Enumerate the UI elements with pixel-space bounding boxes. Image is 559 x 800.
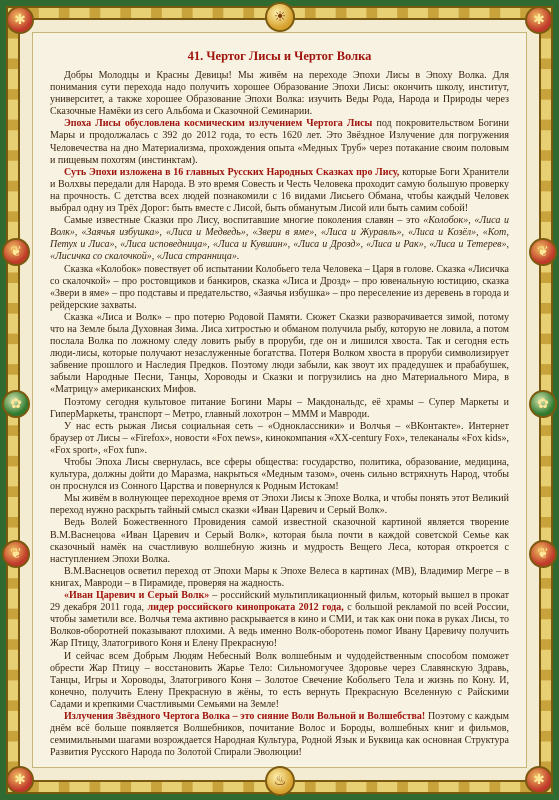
paragraph: Эпоха Лисы обусловлена космическим излучением Чертога Лисы под покровительством Богини Мары и продолжалась с 392 до 2012 года, то есть 1620 лет. Это Звёздное Излучение для погружения Человечества на дно Материализма, прохождения опыта «Медных Труб» через потакание своим половым и пищевым похотям (инстинктам). [50,118,509,166]
bird-medallion-icon: ❦ [529,238,557,266]
swastika-medallion-icon: ✱ [6,6,34,34]
paragraph: Самые известные Сказки про Лису, воспитавшие многие поколения славян – это «Колобок», «Лиса и Волк», «Заячья избушка», «Лиса и Медведь», «Звери в яме», «Лиса и Журавль», «Лиса и Козёл», «Кот, Петух и Лиса», «Лиса исповедница», «Лиса и Кувшин», «Лиса и Дрозд», «Лиса и Рак», «Лиса и Тетерев», «Лисичка со скалочкой», «Лиса странница». [50,215,509,263]
paragraph: Сказка «Лиса и Волк» – про потерю Родовой Памяти. Сюжет Сказки разворачивается зимой, потому что на Земле была Духовная Зима. Лиса хитростью и обманом получила рыбу, которую не ловила, а потом послала Волка по ложному следу ловить рыбу в проруби, где он и лишился хвоста. Так и сегодня есть люди-лисы, которые получают незаслуженные богатства. Потеря Волком хвоста в проруби символизирует забвение прошлого и Наследия Предков. Поэтому люди забыли, как звоут их прадедушек и прабабушек, забыли Народные Песни, Танцы, Хороводы и Сказки и погрузились на дно Материального Мира, в «Матрицу» американских Мифов. [50,311,509,396]
paragraph: Суть Эпохи изложена в 16 главных Русских Народных Сказках про Лису, которые Боги Хранители и Волхвы передали для Народа. В это время Совесть и Честь Человека проходит самую большую проверку на прочность. С детства всех людей познакомили с 16 видами Лисьего Обмана, чтобы каждый Человек выбрал одну из Трёх Дорог: быть вместе с Лисой, быть обманутым Лисой или быть самим собой! [50,166,509,215]
highlight-text: Суть Эпохи изложена в 16 главных Русских Народных Сказках про Лису, [64,166,400,178]
paragraph: Поэтому сегодня культовое питание Богини Мары – Макдональдс, её храмы – Супер Маркеты и ГиперМаркеты, транспорт – Метро, главный лохотрон – МММ и Мавроди. [50,396,509,420]
swastika-medallion-icon: ✱ [6,766,34,794]
highlight-text: Излучения Звёздного Чертога Волка – это сияние Воли Вольной и Волшебства! [64,710,426,722]
bird-medallion-icon: ❦ [529,540,557,568]
paragraph: В.М.Васнецов осветил переход от Эпохи Мары к Эпохе Велеса в картинах (МВ), Владимир Мегре – в книгах, Мавроди – в Пирамиде, проверяя на жадность. [50,565,509,589]
paragraph: Ведь Волей Божественного Провидения самой известной сказочной картиной является творение В.М.Васнецова «Иван Царевич и Серый Волк», которая была почти в каждой советской Семье как сказочный намёк на счастливую волшебную жизнь и мудрость Вещего Леса, которая откроется с наступлением Эпохи Волка. [50,517,509,565]
highlight-text: Эпоха Лисы обусловлена космическим излучением Чертога Лисы [64,118,373,130]
paragraph: «Иван Царевич и Серый Волк» – российский мультипликационный фильм, который вышел в прокат 29 декабря 2011 года, лидер российского кинопроката 2012 года, с большой рекламой по всей России, чтобы заметили все. Волчья тема активно раскрывается в кино и СМИ, и так как они пока в руках Лисы, то Волков-оборотней показывают плохими. А ведь именно Волк-оборотень помог Ивану Царевичу получить Жар Птицу, Златогривого Коня и Елену Прекрасную! [50,590,509,650]
flame-emblem-icon: ♨ [265,766,295,796]
swastika-medallion-icon: ✱ [525,6,553,34]
paragraph: Излучения Звёздного Чертога Волка – это сияние Воли Вольной и Волшебства! Поэтому с каждым днём всё больше появляется Волшебников, почитание Волос и Бороды, волшебных книг и фильмов, семимильными шагами возрождается Народная Культура, Родной Язык и Буквица как основная Структура Развития Русского Народа по Золотой Спирали Эволюции! [50,710,509,758]
paragraph: У нас есть рыжая Лисья социальная сеть – «Одноклассники» и Волчья – «ВКонтакте». Интернет браузер от Лисы – «Firefox», новости «Fox news», кинокомпания «XX-century Fox», телеканалы «Fox kids», «Fox sport», «Fox fun». [50,420,509,456]
article-body [50,48,509,758]
paragraph: Добры Молодцы и Красны Девицы! Мы живём на переходе Эпохи Лисы в Эпоху Волка. Для понимания сути перехода надо получить хорошее Образование Эпохи Лисы: окончить школу, институт, университет, а также хорошее Образование Эпохи Волка: изучить Веды Рода, Народа и Природы через Сказочные Намёки из сего Альбома и Сказочной Семинарии. [50,70,509,118]
ornament-medallion-icon: ✿ [2,390,30,418]
highlight-text: лидер российского кинопроката 2012 года, [147,602,344,614]
fairy-tale-list: «Колобок», «Лиса и Волк», «Заячья избушка», «Лиса и Медведь», «Звери в яме», «Лиса и Журавль», «Лиса и Козёл», «Кот, Петух и Лиса», «Лиса исповедница», «Лиса и Кувшин», «Лиса и Дрозд», «Лиса и Рак», «Лиса и Тетерев», «Лисичка со скалочкой», «Лиса странница». [50,215,509,263]
swastika-medallion-icon: ✱ [525,766,553,794]
bird-medallion-icon: ❦ [2,540,30,568]
paragraph: Чтобы Эпоха Лисы свернулась, все сферы общества: государство, политика, образование, медицина, культура, должны дойти до Маразма, накрыться «Медным тазом», очень сильно встряхнуть Народ, чтобы он проснулся из Сонного Царства и повернулся к Родным Истокам! [50,457,509,493]
paragraph: Сказка «Колобок» повествует об испытании Колобьего тела Человека – Царя в голове. Сказка «Лисичка со скалочкой» – про ростовщиков и банкиров, сказка «Лиса и Дрозд» – про ювенальную юстицию, сказка «Звери в яме» – про подставы и предательство, «Заячья избушка» – про переселение из деревень в города и рейдерские захваты. [50,263,509,311]
page-title: 41. Чертог Лисы и Чертог Волка [187,49,372,63]
highlight-text: «Иван Царевич и Серый Волк» [64,590,210,602]
paragraph: И сейчас всем Добрым Людям Небесный Волк волшебным и чудодейственным способом поможет обрести Жар Птицу – восстановить Жарье Тело: Сильномогучее Здоровье через Славянскую Здравь, Танцы, Игры и Хороводы, Златогривого Коня – Золотое Свечение Кобольего Тела и жизнь по Кону. И, конечно, получить Елену Прекрасную в жёны, то есть вернуть Прекрасную Вселенную с Райскими Садами и крепкими Счастливыми Семьями на Земле! [50,650,509,710]
bird-medallion-icon: ❦ [2,238,30,266]
sun-medallion-icon: ☀ [265,2,295,32]
paragraph: Мы живём в волнующее переходное время от Эпохи Лисы к Эпохе Волка, и чтобы понять этот Великий переход нужно раскрыть тайный смысл сказки «Иван Царевич и Серый Волк». [50,493,509,517]
ornament-medallion-icon: ✿ [529,390,557,418]
